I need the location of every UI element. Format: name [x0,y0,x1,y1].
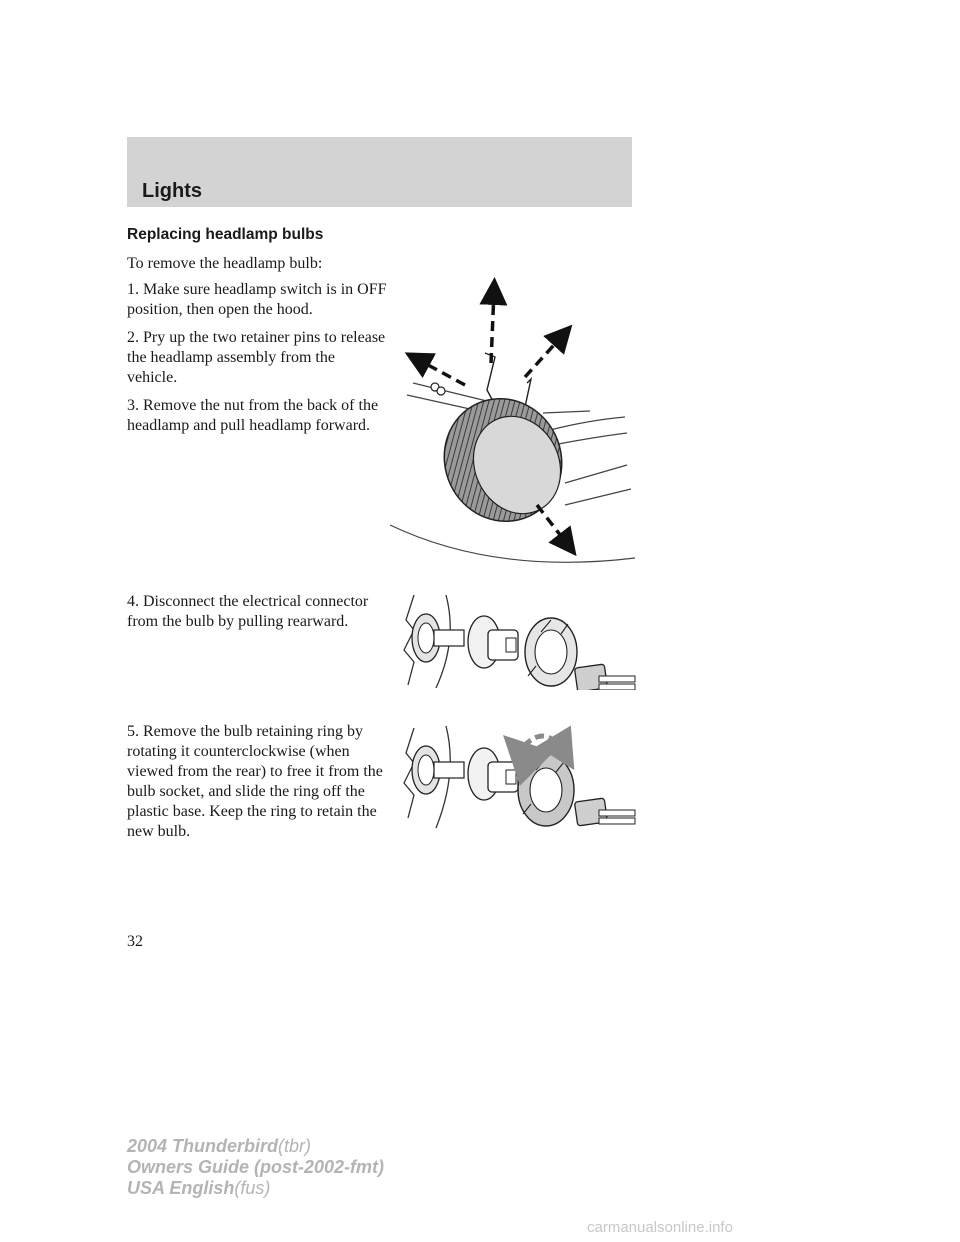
header-band [127,137,632,207]
step-4: 4. Disconnect the electrical connector from the bulb by pulling rearward. [127,593,369,630]
watermark: carmanualsonline.info [587,1219,733,1236]
step-2: 2. Pry up the two retainer pins to release the headlamp assembly from the vehicle. [127,329,386,386]
connector-disconnect-illustration [396,590,641,690]
footer-language: USA English [127,1178,235,1198]
headlamp-assembly-illustration [385,275,640,575]
step-5: 5. Remove the bulb retaining ring by rotating it counterclockwise (when viewed from the rear) to free it from the bulb socket, and slide the ring off the plastic base. Keep the ring to retain the new bulb. [127,723,383,840]
document-footer [127,1136,384,1199]
retaining-ring-rotation-illustration [396,718,641,833]
intro-text: To remove the headlamp bulb: [127,255,323,272]
footer-model-code: (tbr) [278,1136,312,1156]
page-number: 32 [127,933,143,950]
footer-language-code: (fus) [234,1178,271,1198]
page-section-title: Lights [142,180,202,202]
step-3: 3. Remove the nut from the back of the headlamp and pull headlamp forward. [127,397,379,434]
step-1: 1. Make sure headlamp switch is in OFF position, then open the hood. [127,281,387,318]
footer-model: 2004 Thunderbird [127,1136,279,1156]
heading-replacing-headlamp-bulbs: Replacing headlamp bulbs [127,226,324,243]
footer-guide: Owners Guide (post-2002-fmt) [127,1157,385,1177]
